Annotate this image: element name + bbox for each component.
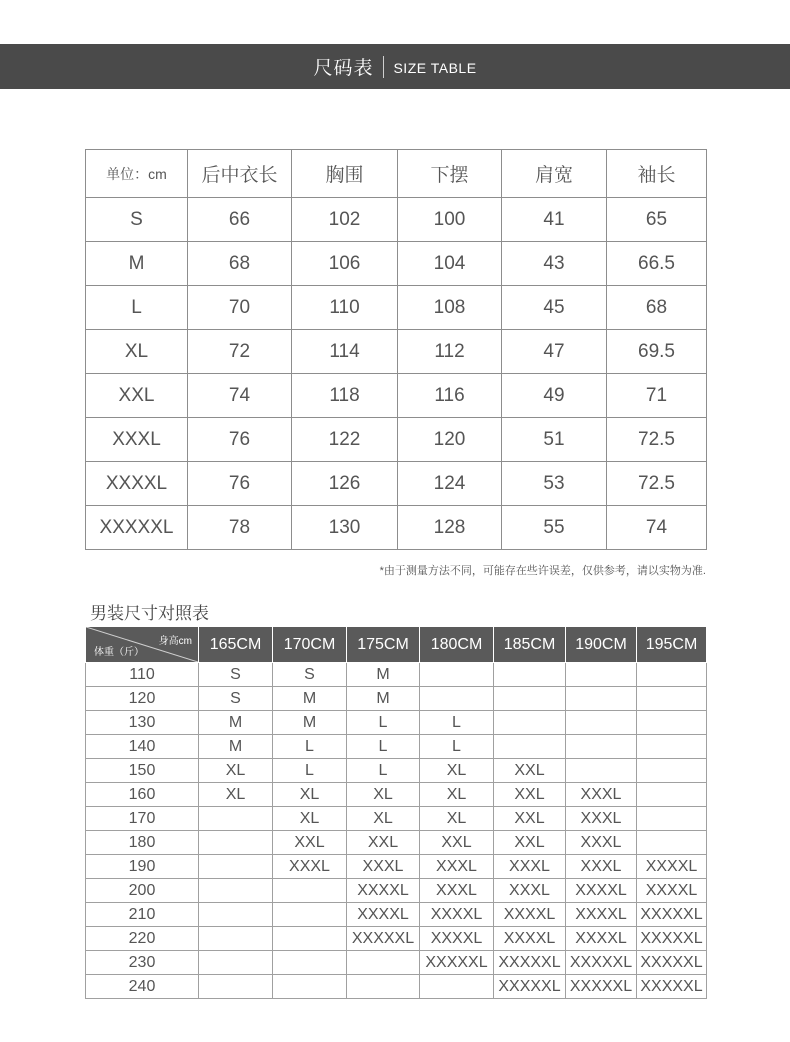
recommended-size: M [199,711,273,735]
size-value: 74 [188,374,292,418]
measurement-note: *由于测量方法不同，可能存在些许误差，仅供参考，请以实物为准. [379,565,706,577]
size-value: 128 [398,506,502,550]
recommended-size: XXXXL [566,927,637,951]
size-value: 108 [398,286,502,330]
reference-row [86,927,707,951]
reference-row [86,975,707,999]
weight-value: 200 [86,879,199,903]
reference-row [86,663,707,687]
size-value: 43 [502,242,607,286]
recommended-size: XXXXXL [494,951,566,975]
size-value: 68 [188,242,292,286]
recommended-size: XXXL [420,855,494,879]
size-value: 106 [292,242,398,286]
size-value: 66 [188,198,292,242]
recommended-size: XXXXL [420,927,494,951]
header-hem: 下摆 [398,150,502,198]
size-value: 51 [502,418,607,462]
recommended-size: XXXL [494,879,566,903]
reference-row [86,879,707,903]
reference-header-row [86,627,707,663]
size-table-header-row [86,150,707,198]
recommended-size [566,663,637,687]
recommended-size [637,735,707,759]
reference-row [86,687,707,711]
size-value: 72 [188,330,292,374]
recommended-size: L [420,711,494,735]
size-value: 71 [607,374,707,418]
banner-divider [383,56,384,78]
size-value: 53 [502,462,607,506]
recommended-size: XXXXL [347,903,420,927]
height-label: 身高cm [158,636,192,647]
height-header: 175CM [347,627,420,663]
recommended-size: XXXXL [347,879,420,903]
recommended-size [347,975,420,999]
recommended-size: XXXXXL [637,927,707,951]
weight-value: 210 [86,903,199,927]
recommended-size: M [199,735,273,759]
height-header: 170CM [273,627,347,663]
weight-value: 160 [86,783,199,807]
recommended-size: XXXL [566,783,637,807]
header-shoulder: 肩宽 [502,150,607,198]
size-label: XXXXL [86,462,188,506]
size-row [86,198,707,242]
reference-table [85,626,707,999]
recommended-size: XXXL [273,855,347,879]
recommended-size: XXXL [566,855,637,879]
recommended-size: XXXL [347,855,420,879]
reference-row [86,951,707,975]
recommended-size [566,759,637,783]
size-value: 118 [292,374,398,418]
recommended-size: XXXXXL [566,975,637,999]
size-value: 74 [607,506,707,550]
recommended-size [494,735,566,759]
size-value: 49 [502,374,607,418]
reference-row [86,807,707,831]
size-value: 55 [502,506,607,550]
recommended-size [637,783,707,807]
height-header: 180CM [420,627,494,663]
size-value: 116 [398,374,502,418]
size-label: XL [86,330,188,374]
size-value: 45 [502,286,607,330]
recommended-size [494,663,566,687]
recommended-size: XXXL [566,807,637,831]
recommended-size [199,855,273,879]
size-value: 124 [398,462,502,506]
weight-value: 110 [86,663,199,687]
recommended-size [566,711,637,735]
recommended-size [199,975,273,999]
recommended-size: XL [420,783,494,807]
recommended-size: XL [199,783,273,807]
size-label: M [86,242,188,286]
size-value: 72.5 [607,462,707,506]
size-value: 126 [292,462,398,506]
size-value: 68 [607,286,707,330]
size-row [86,330,707,374]
recommended-size: XXXXXL [637,975,707,999]
size-value: 47 [502,330,607,374]
recommended-size: M [347,687,420,711]
recommended-size: XXXL [420,879,494,903]
recommended-size: S [199,663,273,687]
recommended-size: XXXXL [494,927,566,951]
recommended-size: XXXXXL [637,903,707,927]
recommended-size [273,903,347,927]
size-table-body [86,198,707,550]
size-value: 69.5 [607,330,707,374]
recommended-size: L [347,735,420,759]
size-value: 122 [292,418,398,462]
weight-value: 220 [86,927,199,951]
recommended-size [637,759,707,783]
reference-row [86,903,707,927]
recommended-size [273,927,347,951]
recommended-size [637,687,707,711]
recommended-size: XXXXL [420,903,494,927]
weight-value: 120 [86,687,199,711]
size-value: 65 [607,198,707,242]
recommended-size [199,831,273,855]
recommended-size: L [347,711,420,735]
weight-label: 体重（斤） [94,647,144,658]
reference-title: 男装尺寸对照表 [90,604,209,623]
size-label: XXL [86,374,188,418]
size-row [86,418,707,462]
recommended-size: XL [347,783,420,807]
reference-row [86,855,707,879]
weight-value: 130 [86,711,199,735]
recommended-size [273,975,347,999]
size-value: 114 [292,330,398,374]
unit-label: 单位：cm [86,150,188,198]
recommended-size [566,687,637,711]
recommended-size [420,975,494,999]
size-row [86,506,707,550]
recommended-size: XXL [420,831,494,855]
height-header: 165CM [199,627,273,663]
recommended-size: XL [420,807,494,831]
recommended-size [199,951,273,975]
weight-value: 190 [86,855,199,879]
recommended-size: XXXXXL [566,951,637,975]
recommended-size: XXL [273,831,347,855]
recommended-size: L [273,759,347,783]
recommended-size [637,807,707,831]
recommended-size [637,711,707,735]
recommended-size: XXXL [566,831,637,855]
recommended-size: XL [199,759,273,783]
size-table-banner [0,44,790,89]
recommended-size [494,711,566,735]
banner-title-en: SIZE TABLE [393,59,477,76]
recommended-size: XXL [494,807,566,831]
size-value: 76 [188,418,292,462]
recommended-size: XXXXXL [637,951,707,975]
reference-row [86,759,707,783]
recommended-size [347,951,420,975]
recommended-size: XL [347,807,420,831]
size-label: XXXXXL [86,506,188,550]
recommended-size [637,663,707,687]
size-value: 76 [188,462,292,506]
recommended-size [199,879,273,903]
recommended-size: L [347,759,420,783]
recommended-size: XXL [494,831,566,855]
size-value: 120 [398,418,502,462]
recommended-size: XXXXL [637,855,707,879]
height-header: 195CM [637,627,707,663]
recommended-size: XXL [494,759,566,783]
recommended-size: XL [273,807,347,831]
recommended-size: M [273,711,347,735]
recommended-size: M [273,687,347,711]
recommended-size: S [199,687,273,711]
size-value: 100 [398,198,502,242]
size-label: S [86,198,188,242]
recommended-size: XL [420,759,494,783]
recommended-size: S [273,663,347,687]
size-value: 102 [292,198,398,242]
recommended-size: L [420,735,494,759]
recommended-size: XXL [494,783,566,807]
recommended-size: XXL [347,831,420,855]
size-value: 66.5 [607,242,707,286]
size-table [85,149,707,550]
recommended-size: XXXXL [637,879,707,903]
size-value: 130 [292,506,398,550]
recommended-size: XXXXXL [420,951,494,975]
size-value: 72.5 [607,418,707,462]
reference-row [86,711,707,735]
corner-cell [86,627,199,663]
recommended-size [494,687,566,711]
height-header: 185CM [494,627,566,663]
size-value: 112 [398,330,502,374]
header-back-length: 后中衣长 [188,150,292,198]
recommended-size [199,807,273,831]
weight-value: 240 [86,975,199,999]
recommended-size [273,951,347,975]
header-chest: 胸围 [292,150,398,198]
recommended-size [420,663,494,687]
weight-value: 230 [86,951,199,975]
reference-row [86,783,707,807]
reference-table-body [86,663,707,999]
size-row [86,462,707,506]
recommended-size: XXXXL [566,903,637,927]
banner-title-zh: 尺码表 [313,58,374,79]
recommended-size [199,927,273,951]
weight-value: 150 [86,759,199,783]
height-header: 190CM [566,627,637,663]
recommended-size: XXXXL [494,903,566,927]
recommended-size: XXXXXL [494,975,566,999]
recommended-size [420,687,494,711]
recommended-size: XL [273,783,347,807]
size-value: 110 [292,286,398,330]
size-label: L [86,286,188,330]
size-label: XXXL [86,418,188,462]
recommended-size: XXXXL [566,879,637,903]
recommended-size [273,879,347,903]
weight-value: 140 [86,735,199,759]
size-row [86,242,707,286]
reference-row [86,831,707,855]
recommended-size: XXXL [494,855,566,879]
weight-value: 180 [86,831,199,855]
recommended-size [199,903,273,927]
recommended-size: L [273,735,347,759]
size-value: 104 [398,242,502,286]
size-row [86,374,707,418]
recommended-size [637,831,707,855]
recommended-size: M [347,663,420,687]
weight-value: 170 [86,807,199,831]
size-value: 70 [188,286,292,330]
recommended-size: XXXXXL [347,927,420,951]
recommended-size [566,735,637,759]
header-sleeve: 袖长 [607,150,707,198]
size-value: 78 [188,506,292,550]
reference-row [86,735,707,759]
size-row [86,286,707,330]
size-value: 41 [502,198,607,242]
